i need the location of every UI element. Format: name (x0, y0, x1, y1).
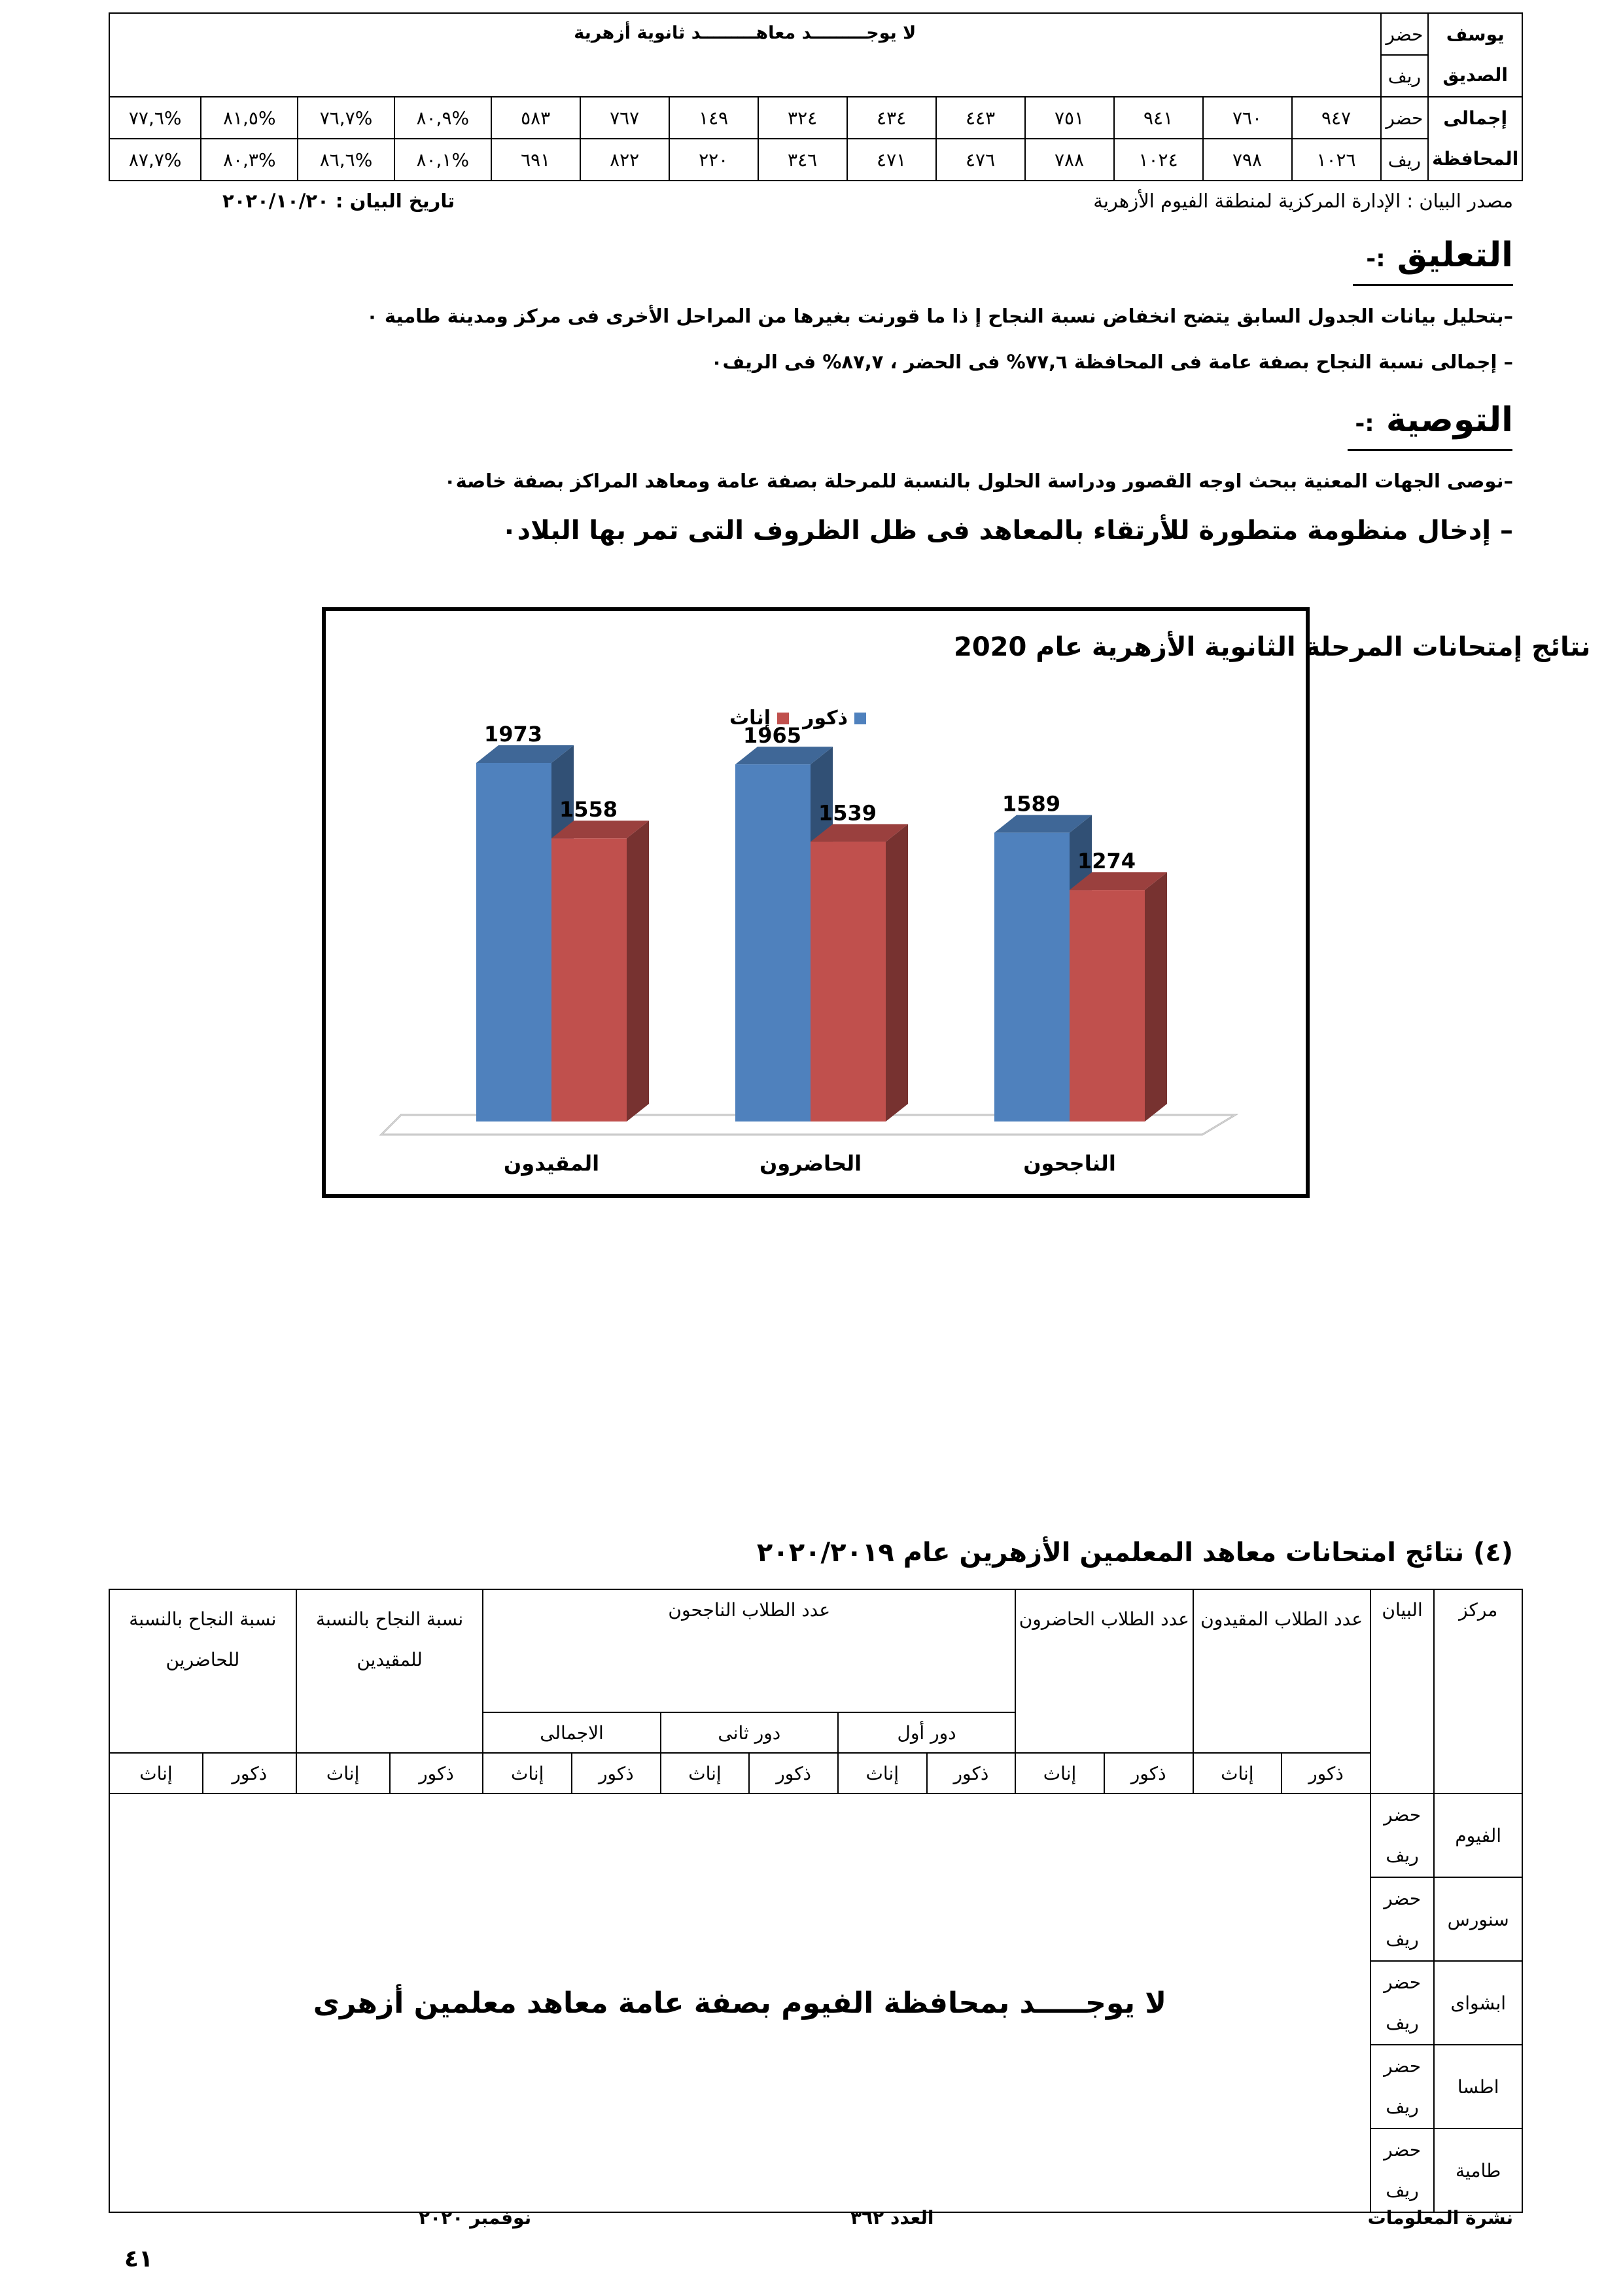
header-male: ذكور (572, 1753, 661, 1793)
bar-side (1145, 872, 1167, 1122)
header-present-text: عدد الطلاب الحاضرون (1019, 1608, 1189, 1630)
bar-front (811, 842, 886, 1122)
type-label: ريف (1386, 2180, 1419, 2201)
value-cell: ٧٥١ (1025, 97, 1114, 139)
type-label: حضر (1384, 2055, 1422, 2077)
type-label: ريف (1387, 65, 1422, 87)
bar-front (994, 833, 1070, 1122)
category-label-0: المقيدون (503, 1151, 600, 1176)
data-label-0-1: 1558 (559, 797, 618, 822)
header-female: إناث (296, 1753, 390, 1793)
value-cell: ٤٣٤ (847, 97, 936, 139)
recommendation-heading-text: التوصية (1386, 400, 1513, 440)
value-cell: ٣٤٦ (758, 139, 847, 181)
type-cell (1370, 2128, 1435, 2212)
header-present (1015, 1589, 1193, 1753)
header-male: ذكور (1104, 1753, 1193, 1793)
type-label: حضر (1384, 1971, 1422, 1993)
header-center (1434, 1589, 1522, 1793)
data-label-2-1: 1274 (1077, 849, 1136, 874)
header-male: ذكور (203, 1753, 296, 1793)
comment-heading-suffix: :- (1366, 245, 1386, 272)
notice-text: لا يوجـــــد بمحافظة الفيوم بصفة عامة معاهد معلمين أزهرى (313, 1986, 1167, 2020)
center-cell (1428, 13, 1522, 97)
bar-front (1070, 890, 1145, 1122)
type-cell (1370, 2045, 1435, 2128)
bar-1-1 (811, 824, 908, 1122)
page-number: ٤١ (124, 2246, 153, 2272)
type-label: حضر (1384, 1888, 1422, 1909)
value-cell: ٥٨٣ (491, 97, 580, 139)
recommendation-line-2: – إدخال منظومة متطورة للأرتقاء بالمعاهد فى ظل الظروف التى تمر بها البلاد٠ (501, 516, 1513, 546)
bar-2-1 (1070, 872, 1167, 1122)
center-name: سنورس (1447, 1908, 1509, 1930)
type-label: حضر (1386, 23, 1423, 45)
category-label-1: الحاضرون (759, 1151, 862, 1176)
bar-0-1 (551, 821, 649, 1122)
header-statement (1370, 1589, 1435, 1793)
bar-side (886, 824, 908, 1122)
data-date: تاريخ البيان : ٢٠٢٠/١٠/٢٠ (222, 190, 455, 212)
notice-text: لا يوجـــــــــد معاهـــــــــد ثانوية أزهرية (574, 23, 916, 43)
value-cell: ٧٩٨ (1203, 139, 1292, 181)
value-cell: ٤٤٣ (936, 97, 1025, 139)
type-label: حضر (1384, 2139, 1422, 2161)
value-cell: ١٠٢٦ (1292, 139, 1381, 181)
center-cell (1434, 1877, 1522, 1961)
header-male: ذكور (390, 1753, 483, 1793)
type-label: ريف (1386, 2096, 1419, 2117)
chart-category-labels (504, 1151, 1116, 1176)
recommendation-heading (1355, 400, 1513, 440)
value-cell: %٨٦,٦ (298, 139, 394, 181)
footer-publication: نشرة المعلومات (1367, 2207, 1513, 2229)
header-rate-registered-text: نسبة النجاح بالنسبة للمقيدين (315, 1608, 464, 1670)
value-cell: ٩٤٧ (1292, 97, 1381, 139)
header-female: إناث (661, 1753, 750, 1793)
value-cell: ٩٤١ (1114, 97, 1203, 139)
footer-issue: العدد ٣٦٢ (850, 2207, 934, 2229)
header-total: الاجمالى (483, 1712, 660, 1753)
type-label: ريف (1387, 149, 1422, 171)
chart-title: نتائج إمتحانات المرحلة الثانوية الأزهرية عام 2020 (954, 632, 1591, 662)
value-cell: %٨١,٥ (201, 97, 298, 139)
type-cell (1370, 1961, 1435, 2045)
data-label-2-0: 1589 (1002, 791, 1061, 817)
no-institutes-notice (109, 13, 1381, 97)
header-male: ذكور (1282, 1753, 1370, 1793)
center-name: الفيوم (1455, 1824, 1502, 1846)
value-cell: ٣٢٤ (758, 97, 847, 139)
no-teacher-institutes-notice (109, 1793, 1370, 2212)
value-cell: %٨٠,٩ (394, 97, 491, 139)
header-round1: دور أول (838, 1712, 1015, 1753)
center-cell (1434, 2045, 1522, 2128)
value-cell: ٨٢٢ (580, 139, 669, 181)
legend-label-0: ذكور (803, 707, 848, 730)
comment-line-1: –بتحليل بيانات الجدول السابق يتضح انخفاض نسبة النجاح إ ذا ما قورنت بغيرها من المراحل الأخرى فى مركز ومدينة طامية ٠ (366, 305, 1513, 327)
center-name: طامية (1456, 2159, 1501, 2181)
recommendation-underline (1348, 449, 1512, 451)
header-female: إناث (109, 1753, 203, 1793)
header-passed (483, 1589, 1015, 1712)
center-cell (1434, 1961, 1522, 2045)
bar-front (735, 764, 811, 1122)
header-female: إناث (1193, 1753, 1282, 1793)
center-name: ابشواى (1450, 1992, 1507, 2014)
header-male: ذكور (749, 1753, 838, 1793)
value-cell: ٤٧٦ (936, 139, 1025, 181)
type-cell (1381, 97, 1429, 139)
comment-line-2: – إجمالى نسبة النجاح بصفة عامة فى المحافظة ٧٧,٦% فى الحضر ، ٨٧,٧% فى الريف٠ (710, 351, 1513, 373)
type-cell (1381, 139, 1429, 181)
value-cell: %٨٠,٣ (201, 139, 298, 181)
bar-side (627, 821, 649, 1122)
header-rate-registered (296, 1589, 483, 1753)
value-cell: ١٤٩ (669, 97, 758, 139)
header-female: إناث (838, 1753, 927, 1793)
value-cell: ٦٩١ (491, 139, 580, 181)
section4-title: (٤) نتائج امتحانات معاهد المعلمين الأزهرين عام ٢٠٢٠/٢٠١٩ (756, 1538, 1513, 1568)
type-cell (1381, 55, 1429, 97)
recommendation-heading-suffix: :- (1355, 410, 1374, 437)
value-cell: ٤٧١ (847, 139, 936, 181)
value-cell: ٧٨٨ (1025, 139, 1114, 181)
header-center-text: مركز (1459, 1599, 1498, 1621)
results-chart (326, 611, 1591, 1194)
center-name: إجمالى المحافظة (1432, 107, 1519, 169)
center-cell (1428, 97, 1522, 181)
value-cell: ٧٦٧ (580, 97, 669, 139)
value-cell: ٧٦٠ (1203, 97, 1292, 139)
header-female: إناث (1015, 1753, 1104, 1793)
value-cell: %٨٠,١ (394, 139, 491, 181)
category-label-2: الناجحون (1023, 1151, 1116, 1176)
type-cell (1370, 1793, 1435, 1877)
legend-label-1: إناث (729, 707, 771, 730)
header-round2: دور ثانى (661, 1712, 838, 1753)
chart-frame (322, 607, 1591, 1198)
header-male: ذكور (927, 1753, 1016, 1793)
teachers-institutes-table (109, 1589, 1523, 2213)
header-rate-present (109, 1589, 296, 1753)
bar-front (476, 763, 551, 1122)
type-label: حضر (1384, 1804, 1422, 1826)
center-name: اطسا (1457, 2075, 1499, 2098)
comment-heading (1366, 236, 1513, 275)
type-label: ريف (1386, 2012, 1419, 2034)
header-registered (1193, 1589, 1370, 1753)
footer-date: نوفمبر ٢٠٢٠ (419, 2207, 532, 2229)
data-label-1-1: 1539 (818, 800, 877, 826)
bar-front (551, 838, 627, 1122)
header-passed-text: عدد الطلاب الناجحون (668, 1599, 831, 1621)
header-registered-text: عدد الطلاب المقيدون (1200, 1608, 1363, 1630)
header-statement-text: البيان (1382, 1599, 1423, 1621)
center-name: يوسف الصديق (1442, 24, 1508, 86)
type-label: ريف (1386, 1928, 1419, 1950)
type-cell (1370, 1877, 1435, 1961)
value-cell: %٧٧,٦ (109, 97, 201, 139)
type-label: حضر (1386, 107, 1423, 129)
data-label-1-0: 1965 (743, 723, 802, 749)
top-results-table (109, 12, 1523, 181)
center-cell (1434, 2128, 1522, 2212)
value-cell: %٧٦,٧ (298, 97, 394, 139)
type-label: ريف (1386, 1845, 1419, 1866)
legend-swatch-0 (854, 713, 866, 724)
value-cell: ١٠٢٤ (1114, 139, 1203, 181)
type-cell (1381, 13, 1429, 55)
value-cell: ٢٢٠ (669, 139, 758, 181)
value-cell: %٨٧,٧ (109, 139, 201, 181)
data-source: مصدر البيان : الإدارة المركزية لمنطقة الفيوم الأزهرية (1093, 190, 1513, 212)
comment-heading-text: التعليق (1397, 236, 1513, 275)
recommendation-line-1: –نوصى الجهات المعنية ببحث اوجه القصور ودراسة الحلول بالنسبة للمرحلة بصفة عامة ومعاهد المراكز بصفة خاصة٠ (444, 470, 1513, 492)
center-cell (1434, 1793, 1522, 1877)
comment-underline (1353, 284, 1513, 286)
header-female: إناث (483, 1753, 572, 1793)
data-label-0-0: 1973 (484, 721, 543, 747)
header-rate-present-text: نسبة النجاح بالنسبة للحاضرين (129, 1608, 277, 1670)
